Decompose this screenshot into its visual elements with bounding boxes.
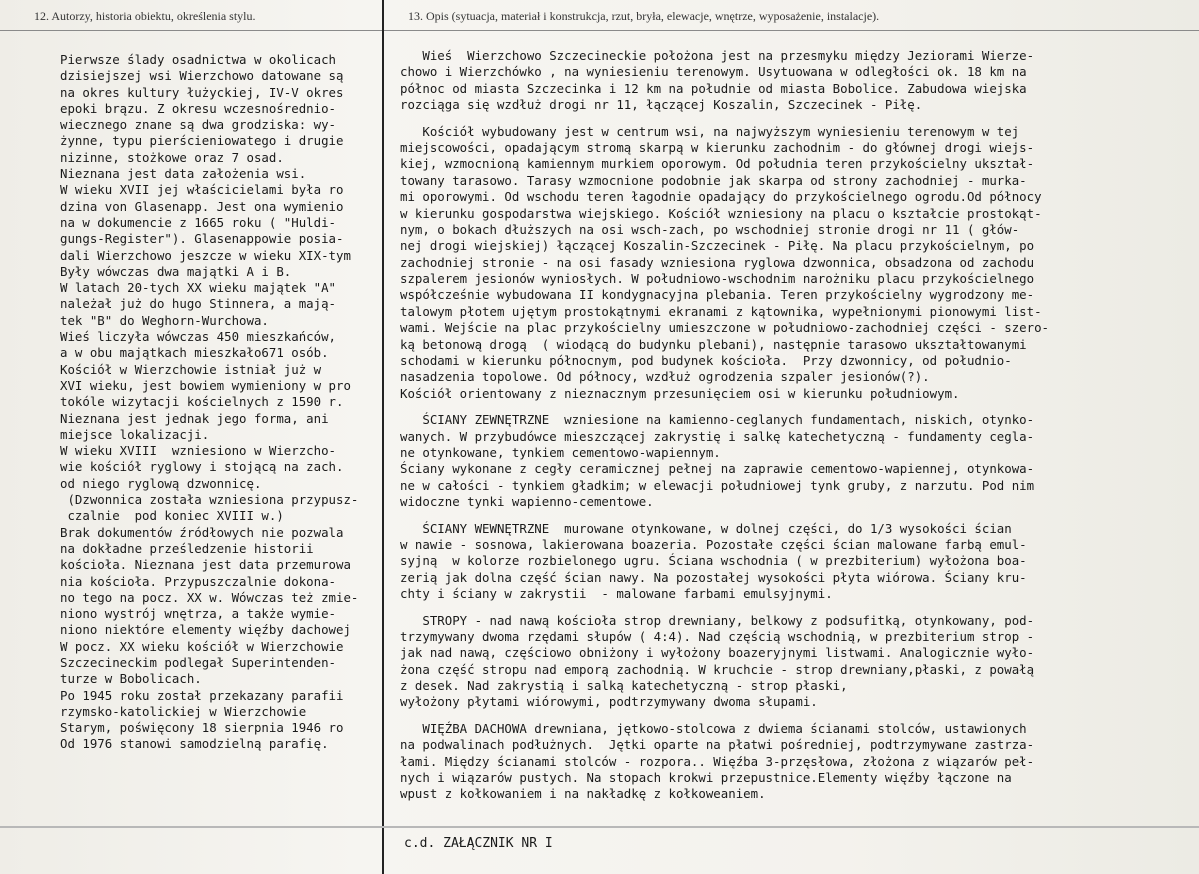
paragraph-gap [400,402,1190,412]
history-line: no tego na pocz. XX w. Wówczas też zmie- [60,589,359,605]
description-line: żona część stropu nad emporą zachodnią. W kruchcie - strop drewniany,płaski, z powałą [400,661,1035,677]
history-line: Kościół w Wierzchowie istniał już w [60,361,322,377]
right-section-heading: 13. Opis (sytuacja, materiał i konstrukcja, rzut, bryła, elewacje, wnętrze, wyposażenie, instalacje). [408,9,880,23]
history-line: żynne, typu pierścieniowatego i drugie [60,133,344,149]
description-line: nych i wiązarów pustych. Na stopach krokwi przepustnice.Elementy więźby łączone na [400,770,1012,786]
description-line: jak nad nawą, częściowo obniżony i wyłożony boazeryjnymi listwami. Analogicznie wyło- [400,645,1035,661]
description-line: na podwalinach podłużnych. Jętki oparte na płatwi pośredniej, podtrzymywane zastrza- [400,737,1035,753]
history-line: a w obu majątkach mieszkało671 osób. [60,345,329,361]
paragraph-gap [400,511,1190,521]
description-line: Kościół orientowany z nieznacznym przesunięciem osi w kierunku południowym. [400,385,960,401]
history-line: tokóle wizytacji kościelnych z 1590 r. [60,394,344,410]
description-line: syjną w kolorze rozbielonego ugru. Ściana wschodnia ( w prezbiterium) wyłożona boa- [400,553,1027,569]
history-line: Starym, poświęcony 18 sierpnia 1946 ro [60,720,344,736]
description-line: nej drogi wiejskiej) łączącej Koszalin-Szczecinek - Piłę. Na placu przykościelnym, po [400,238,1035,254]
description-line: ŚCIANY ZEWNĘTRZNE wzniesione na kamienno-ceglanych fundamentach, niskich, otynko- [400,412,1035,428]
history-line: nia kościoła. Przypuszczalnie dokona- [60,573,337,589]
description-line: współcześnie wybudowana II kondygnacyjna plebania. Teren przykościelny wygrodzony me- [400,287,1035,303]
description-line: STROPY - nad nawą kościoła strop drewniany, belkowy z podsufitką, otynkowany, pod- [400,612,1035,628]
description-paragraph [400,613,1190,711]
history-line: (Dzwonnica została wzniesiona przypusz- [60,492,359,508]
description-paragraph [400,124,1190,403]
description-line: nym, o bokach dłuższych na osi wsch-zach, po wschodniej stronie drogi nr 11 ( głów- [400,221,1020,237]
description-line: Ściany wykonane z cegły ceramicznej pełnej na zaprawie cementowo-wapiennej, otynkowa- [400,461,1035,477]
history-line: Pierwsze ślady osadnictwa w okolicach [60,52,337,67]
description-line: szpalerem jesionów wyniosłych. W południowo-wschodnim narożniku placu przykościelnego [400,271,1035,287]
history-line: kościoła. Nieznana jest data przemurowa [60,557,351,573]
description-line: chowo i Wierzchówko , na wyniesieniu terenowym. Usytuowana w odległości ok. 18 km na [400,64,1027,80]
description-line: nasadzenia topolowe. Od północy, wzdłuż ogrodzenia szpaler jesionów(?). [400,369,930,385]
history-line: W wieku XVII jej właścicielami była ro [60,182,344,198]
history-line: Brak dokumentów źródłowych nie pozwala [60,524,344,540]
annex-reference: c.d. ZAŁĄCZNIK NR I [404,836,553,851]
description-paragraph [400,412,1190,510]
description-line: ŚCIANY WEWNĘTRZNE murowane otynkowane, w dolnej części, do 1/3 wysokości ścian [400,520,1012,536]
history-line: epoki brązu. Z okresu wczesnośrednio- [60,100,337,116]
description-line: zachodniej stronie - na osi fasady wzniesiona ryglowa dzwonnica, obsadzona od zachodu [400,254,1035,270]
description-line: towany tarasowo. Tarasy wzmocnione podobnie jak skarpa od strony zachodniej - murka- [400,172,1027,188]
description-line: mi oporowymi. Od wschodu teren łagodnie opadający do przykościelnego ogrodu.Od północy [400,189,1042,205]
history-line: niono wystrój wnętrza, a także wymie- [60,606,337,622]
history-line: Od 1976 stanowi samodzielną parafię. [60,736,329,752]
description-line: północ od miasta Szczecinka i 12 km na południe od miasta Bobolice. Zabudowa wiejska [400,80,1027,96]
history-line: należał już do hugo Stinnera, a mają- [60,296,337,312]
description-line: łami. Między ścianami stolców - rozpora.. Więźba 3-przęsłowa, złożona z wiązarów peł- [400,753,1035,769]
history-line: na okres kultury łużyckiej, IV-V okres [60,84,344,100]
description-line: chty i ściany w zakrystii - malowane farbami emulsyjnymi. [400,586,833,602]
description-line: w kierunku gospodarstwa wiejskiego. Kościół wzniesiony na placu o kształcie prostokąt- [400,205,1042,221]
description-line: kiej, wzmocnioną kamiennym murkiem oporowym. Od południa teren przykościelny ukształ- [400,156,1035,172]
history-line: nizinne, stożkowe oraz 7 osad. [60,149,284,165]
description-paragraph [400,521,1190,603]
description-line: wami. Wejście na plac przykościelny umieszczone w południowo-zachodniej części - szero- [400,320,1050,336]
description-paragraph [400,48,1190,114]
history-line: W latach 20-tych XX wieku majątek "A" [60,280,337,296]
history-line: Nieznana jest jednak jego forma, ani [60,410,329,426]
history-line: niono niektóre elementy więźby dachowej [60,622,351,638]
history-line: dali Wierzchowo jeszcze w wieku XIX-tym [60,247,351,263]
history-line: na w dokumencie z 1665 roku ( "Huldi- [60,214,337,230]
paragraph-gap [400,603,1190,613]
description-line: widoczne tynki wapienno-cementowe. [400,494,654,510]
history-line: dzisiejszej wsi Wierzchowo datowane są [60,68,344,84]
history-line: na dokładne prześledzenie historii [60,540,314,556]
history-line: czalnie pod koniec XVIII w.) [60,508,284,524]
description-column [400,48,1190,803]
description-line: wyłożony płytami wiórowymi, podtrzymywany dwoma słupami. [400,694,818,710]
history-column [60,52,390,753]
description-line: wanych. W przybudówce mieszczącej zakrystię i salkę katechetyczną - fundamenty cegla- [400,428,1035,444]
history-line: Wieś liczyła wówczas 450 mieszkańców, [60,329,337,345]
history-line: wie kościół ryglowy i stojącą na zach. [60,459,344,475]
history-line: W wieku XVIII wzniesiono w Wierzcho- [60,443,337,459]
description-line: WIĘŹBA DACHOWA drewniana, jętkowo-stolcowa z dwiema ścianami stolców, ustawionych [400,720,1027,736]
history-line: Po 1945 roku został przekazany parafii [60,687,344,703]
description-line: z desek. Nad zakrystią i salką katechetyczną - strop płaski, [400,678,848,694]
description-line: ne w całości - tynkiem gładkim; w elewacji południowej tynk gruby, z narzutu. Pod nim [400,477,1035,493]
history-line: rzymsko-katolickiej w Wierzchowie [60,703,307,719]
left-section-heading: 12. Autorzy, historia obiektu, określenia stylu. [34,9,256,23]
paragraph-gap [400,114,1190,124]
history-line: miejsce lokalizacji. [60,426,210,442]
description-line: schodami w kierunku północnym, pod budynek kościoła. Przy dzwonnicy, od południo- [400,353,1012,369]
description-line: talowym płotem ujętym prostokątnymi ekranami z kątownika, wypełnionymi pionowymi list- [400,303,1042,319]
description-line: ką betonową drogą ( wiodącą do budynku plebani), następnie tarasowo ukształtowanymi [400,336,1027,352]
history-line: tek "B" do Weghorn-Wurchowa. [60,312,269,328]
paragraph-gap [400,711,1190,721]
description-line: Wieś Wierzchowo Szczecineckie położona jest na przesmyku między Jeziorami Wierze- [400,48,1035,63]
description-line: wpust z kołkowaniem i na nakładkę z kołkoweaniem. [400,786,766,802]
description-paragraph [400,721,1190,803]
history-line: od niego ryglową dzwonnicę. [60,475,262,491]
description-line: Kościół wybudowany jest w centrum wsi, na najwyższym wyniesieniu terenowym w tej [400,123,1020,139]
history-line: turze w Bobolicach. [60,671,202,687]
history-line: Nieznana jest data założenia wsi. [60,166,307,182]
history-line: dzina von Glasenapp. Jest ona wymienio [60,198,344,214]
history-line: gungs-Register"). Glasenappowie posia- [60,231,344,247]
description-line: rozciąga się wzdłuż drogi nr 11, łączącej Koszalin, Szczecinek - Piłę. [400,97,923,113]
description-line: zerią jak dolna część ścian nawy. Na pozostałej wysokości płyta wiórowa. Ściany kru- [400,569,1027,585]
description-line: trzymywany dwoma rzędami słupów ( 4:4). Nad częścią wschodnią, w prezbiterium strop - [400,628,1035,644]
history-line: Szczecineckim podlegał Superintenden- [60,654,337,670]
header-rule [0,30,1199,31]
description-line: miejscowości, opadającym stromą skarpą w kierunku zachodnim - do głównej drogi wiejs- [400,139,1035,155]
page-bottom-edge [0,826,1199,828]
history-line: W pocz. XX wieku kościół w Wierzchowie [60,638,344,654]
history-line: Były wówczas dwa majątki A i B. [60,263,292,279]
description-line: ne otynkowane, tynkiem cementowo-wapiennym. [400,444,721,460]
history-line: wiecznego znane są dwa grodziska: wy- [60,117,337,133]
description-line: w nawie - sosnowa, lakierowana boazeria. Pozostałe części ścian malowane farbą emul- [400,536,1027,552]
history-line: XVI wieku, jest bowiem wymieniony w pro [60,377,351,393]
